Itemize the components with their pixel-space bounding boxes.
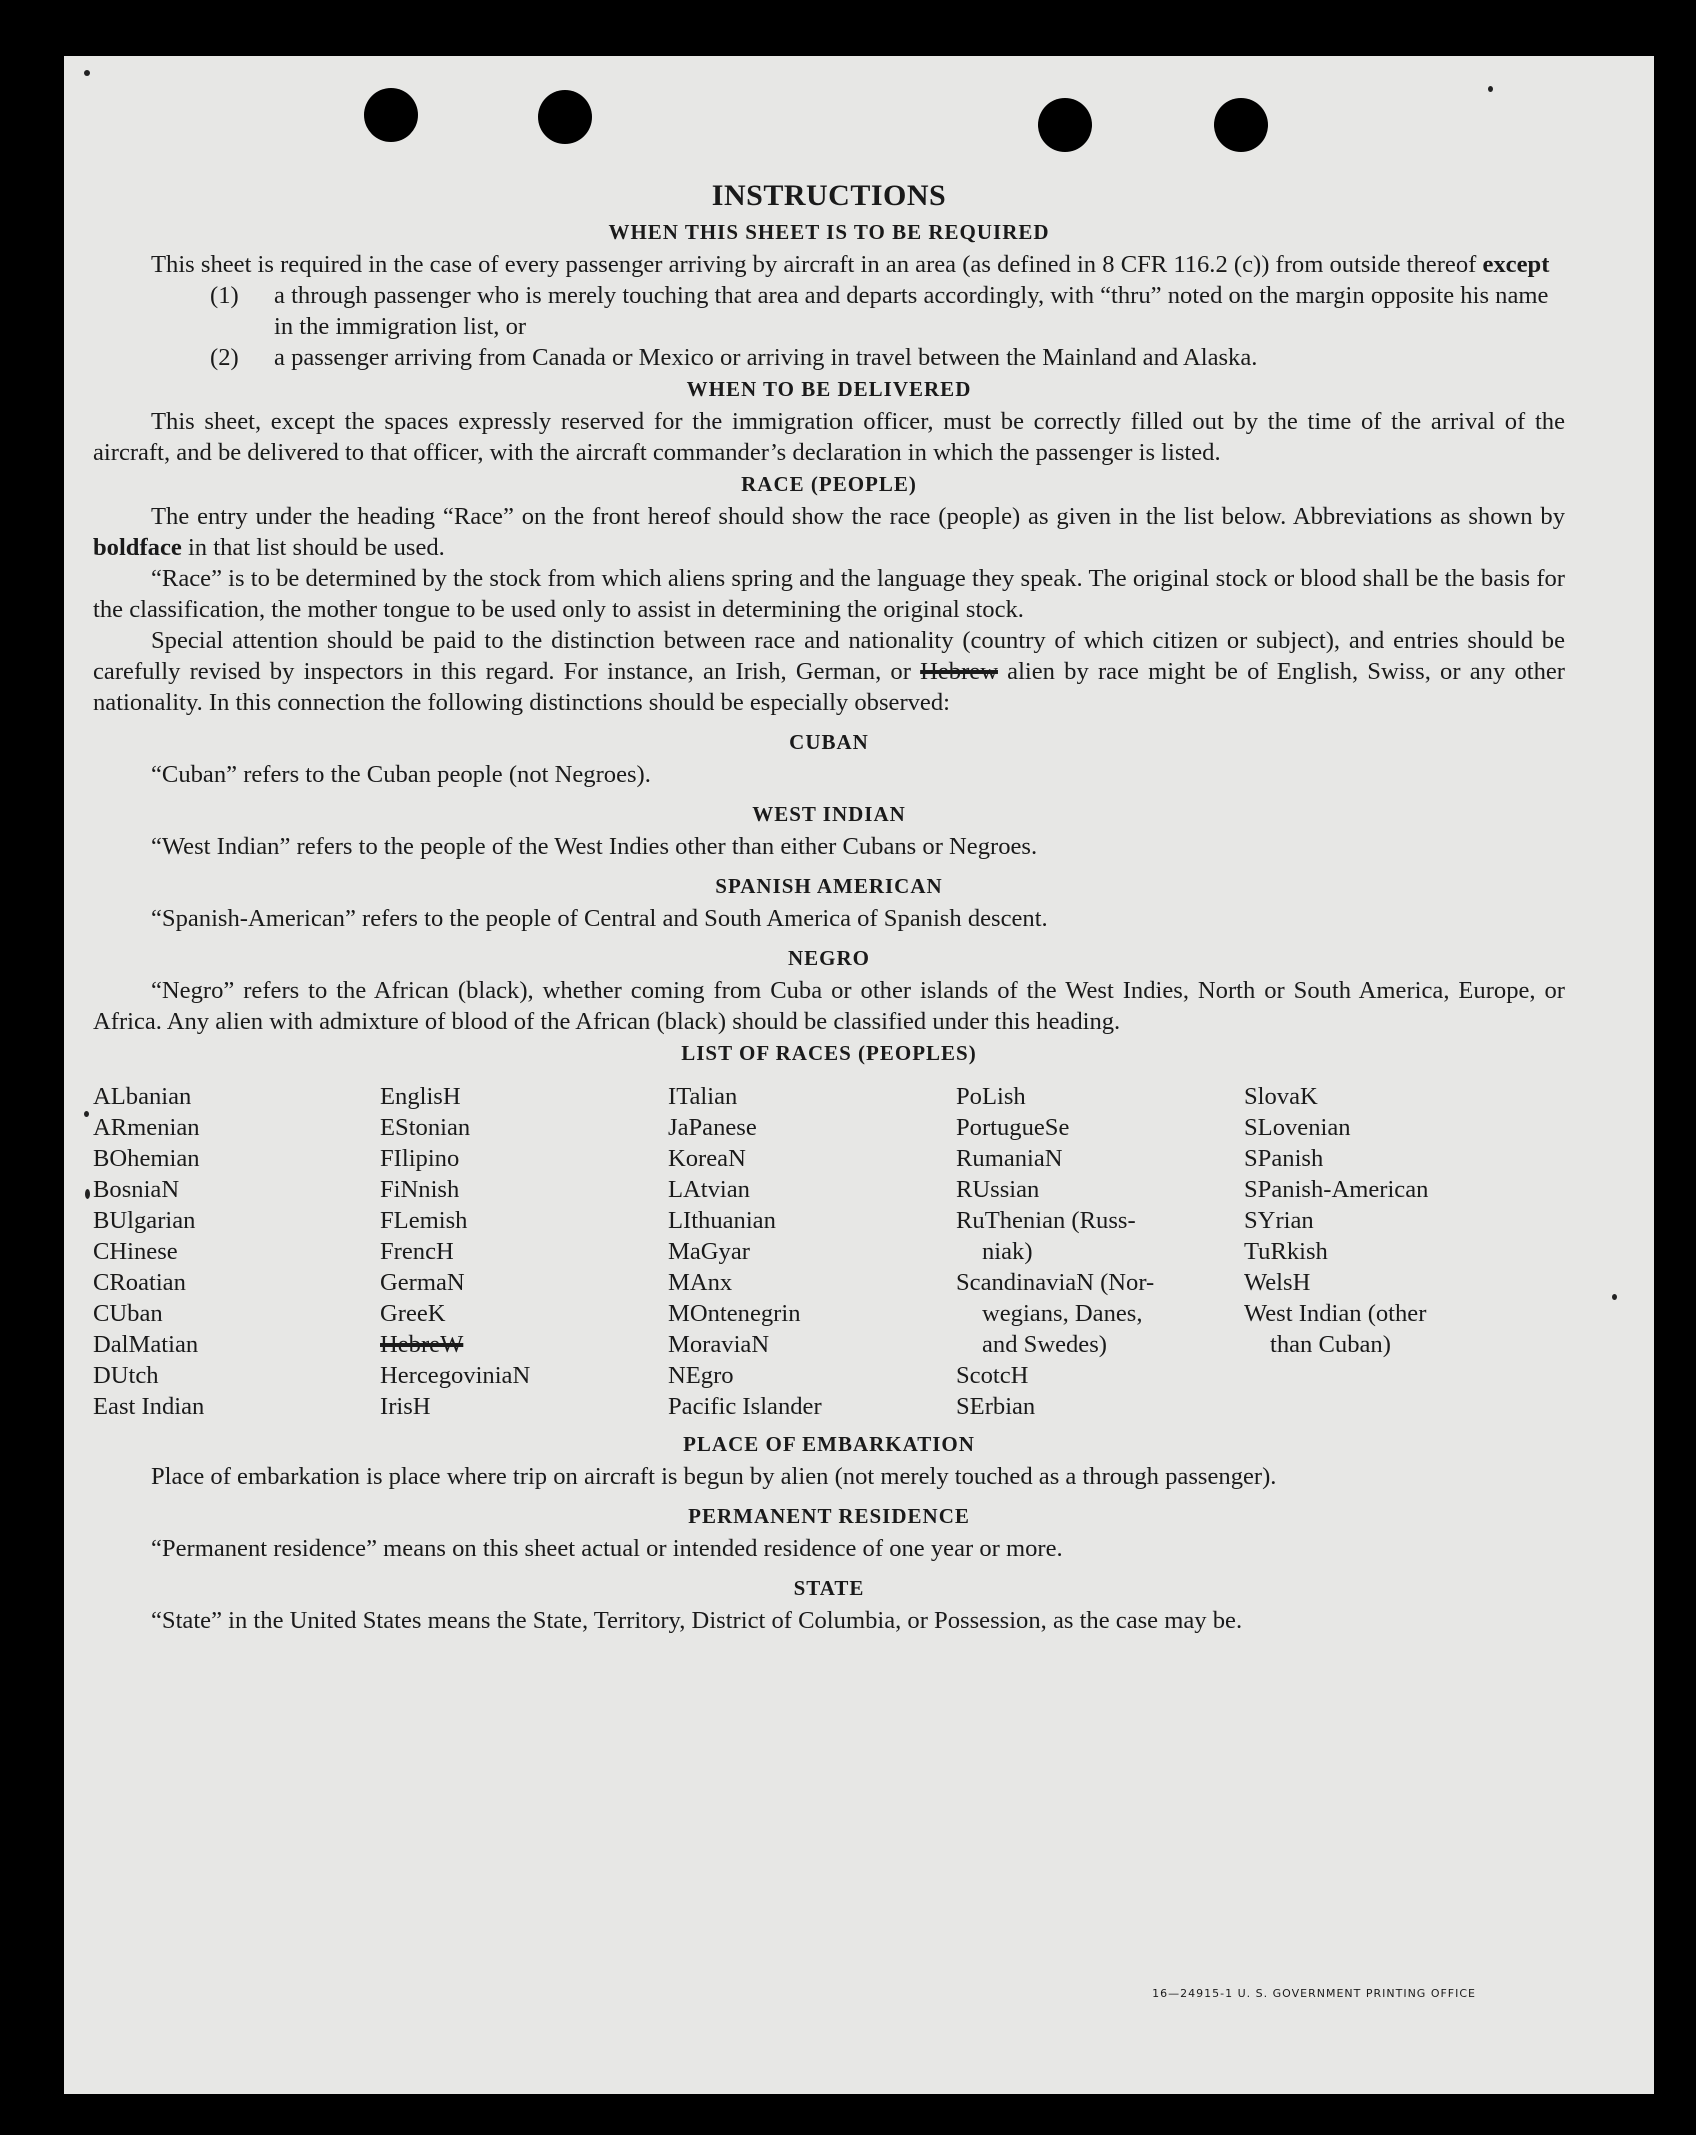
race-entry: SPanish xyxy=(1244,1145,1324,1172)
scan-speck xyxy=(84,70,90,76)
negro-text: “Negro” refers to the African (black), whether coming from Cuba or other islands of the West Indies, North or South America, Europe, or Africa. Any alien with admixture of blood of the African (black) should be classified under this heading. xyxy=(93,977,1565,1035)
west-indian-text: “West Indian” refers to the people of the West Indies other than either Cubans or Negroes. xyxy=(151,833,1038,860)
race-entry: Pacific Islander xyxy=(668,1393,822,1420)
race-entry: MAnx xyxy=(668,1269,733,1296)
document-sheet xyxy=(64,56,1654,2094)
section-heading-required: WHEN THIS SHEET IS TO BE REQUIRED xyxy=(608,220,1050,244)
state-text: “State” in the United States means the State, Territory, District of Columbia, or Possession, as the case may be. xyxy=(151,1607,1243,1634)
race-entry: LIthuanian xyxy=(668,1207,776,1234)
race-list xyxy=(93,1081,1565,1422)
scan-speck xyxy=(84,1111,89,1117)
race-entry: KoreaN xyxy=(668,1145,746,1172)
race-entry: West Indian (other xyxy=(1244,1300,1427,1327)
race-entry: BosniaN xyxy=(93,1176,180,1203)
race-entry: RuThenian (Russ- xyxy=(956,1207,1136,1234)
cuban-text: “Cuban” refers to the Cuban people (not Negroes). xyxy=(151,761,651,788)
section-heading-state: STATE xyxy=(793,1576,865,1600)
race-entry: IrisH xyxy=(380,1393,431,1420)
section-heading-residence: PERMANENT RESIDENCE xyxy=(688,1504,970,1528)
race-entry: WelsH xyxy=(1244,1269,1311,1296)
race-entry: SYrian xyxy=(1244,1207,1314,1234)
race-entry-continued: than Cuban) xyxy=(1270,1331,1391,1358)
race-entry: RumaniaN xyxy=(956,1145,1063,1172)
race-entry: SPanish-American xyxy=(1244,1176,1429,1203)
residence-text: “Permanent residence” means on this sheet actual or intended residence of one year or more. xyxy=(151,1535,1063,1562)
race-entry: TuRkish xyxy=(1244,1238,1328,1265)
section-heading-west-indian: WEST INDIAN xyxy=(752,802,906,826)
race-entry: EnglisH xyxy=(380,1083,461,1110)
race-entry: CUban xyxy=(93,1300,163,1327)
race-paragraph-3: Special attention should be paid to the distinction between race and nationality (country of which citizen or subject), and entries should be carefully revised by inspectors in this regard. For instance, an Irish, German, or Hebrew alien by race might be of English, Swiss, or any other nationality. In this connection the following distinctions should be especially observed: xyxy=(93,627,1565,716)
race-entry: FrencH xyxy=(380,1238,454,1265)
race-entry: ScandinaviaN (Nor- xyxy=(956,1269,1155,1296)
race-entry: PortugueSe xyxy=(956,1114,1070,1141)
race-entry: ARmenian xyxy=(93,1114,200,1141)
race-entry: SLovenian xyxy=(1244,1114,1351,1141)
scan-speck xyxy=(1612,1294,1617,1300)
race-entry: ALbanian xyxy=(93,1083,192,1110)
race-entry: BUlgarian xyxy=(93,1207,196,1234)
section-heading-spanish-american: SPANISH AMERICAN xyxy=(715,874,943,898)
race-entry: MOntenegrin xyxy=(668,1300,801,1327)
race-entry: LAtvian xyxy=(668,1176,750,1203)
section-heading-delivered: WHEN TO BE DELIVERED xyxy=(686,377,972,401)
race-entry-continued: wegians, Danes, xyxy=(982,1300,1143,1327)
race-paragraph-2: “Race” is to be determined by the stock from which aliens spring and the language they speak. The original stock or blood shall be the basis for the classification, the mother tongue to be used only to assist in determining the original stock. xyxy=(93,565,1565,623)
race-entry: FLemish xyxy=(380,1207,468,1234)
race-entry: HercegoviniaN xyxy=(380,1362,531,1389)
race-column-1 xyxy=(93,1081,380,1422)
race-entry: JaPanese xyxy=(668,1114,757,1141)
section-heading-race-list: LIST OF RACES (PEOPLES) xyxy=(681,1041,977,1065)
race-entry: MaGyar xyxy=(668,1238,750,1265)
race-entry: ScotcH xyxy=(956,1362,1029,1389)
section-heading-cuban: CUBAN xyxy=(789,730,869,754)
race-column-2 xyxy=(380,1081,668,1422)
race-entry: RUssian xyxy=(956,1176,1040,1203)
printing-office-code: 16—24915-1 U. S. GOVERNMENT PRINTING OFFICE xyxy=(1152,1987,1476,2000)
race-entry-continued: and Swedes) xyxy=(982,1331,1107,1358)
delivered-text: This sheet, except the spaces expressly reserved for the immigration officer, must be correctly filled out by the time of the arrival of the aircraft, and be delivered to that officer, with the aircraft commander’s declaration in which the passenger is listed. xyxy=(93,408,1565,466)
race-entry: SlovaK xyxy=(1244,1083,1318,1110)
race-entry: NEgro xyxy=(668,1362,734,1389)
race-entry: SErbian xyxy=(956,1393,1036,1420)
section-heading-embarkation: PLACE OF EMBARKATION xyxy=(683,1432,975,1456)
punch-hole xyxy=(1038,98,1092,152)
race-entry: GermaN xyxy=(380,1269,465,1296)
race-entry: East Indian xyxy=(93,1393,205,1420)
scan-speck xyxy=(1488,86,1493,92)
race-paragraph-1: The entry under the heading “Race” on the front hereof should show the race (people) as given in the list below. Abbreviations as shown by boldface in that list should be used. xyxy=(93,503,1565,561)
race-entry: DUtch xyxy=(93,1362,159,1389)
race-entry: GreeK xyxy=(380,1300,446,1327)
punch-hole xyxy=(364,88,418,142)
race-entry: EStonian xyxy=(380,1114,471,1141)
section-heading-race: RACE (PEOPLE) xyxy=(741,472,917,496)
race-entry: FIlipino xyxy=(380,1145,460,1172)
race-entry: CHinese xyxy=(93,1238,178,1265)
race-entry: BOhemian xyxy=(93,1145,200,1172)
race-entry: PoLish xyxy=(956,1083,1026,1110)
required-intro: This sheet is required in the case of every passenger arriving by aircraft in an area (as defined in 8 CFR 116.2 (c)) from outside thereof except xyxy=(151,251,1550,278)
instructions-content xyxy=(93,176,1565,1636)
section-heading-negro: NEGRO xyxy=(787,946,870,970)
required-item-1: (1) a through passenger who is merely touching that area and departs accordingly, with “thru” noted on the margin opposite his name in the immigration list, or xyxy=(210,282,1549,340)
embarkation-text: Place of embarkation is place where trip on aircraft is begun by alien (not merely touched as a through passenger). xyxy=(151,1463,1277,1490)
race-column-4 xyxy=(956,1081,1244,1422)
race-entry-continued: niak) xyxy=(982,1238,1033,1265)
required-item-2: (2) a passenger arriving from Canada or Mexico or arriving in travel between the Mainland and Alaska. xyxy=(210,344,1258,371)
scan-speck xyxy=(85,1189,90,1199)
race-entry: ITalian xyxy=(668,1083,738,1110)
punch-hole xyxy=(1214,98,1268,152)
race-entry: CRoatian xyxy=(93,1269,186,1296)
race-entry: DalMatian xyxy=(93,1331,199,1358)
race-entry: MoraviaN xyxy=(668,1331,770,1358)
spanish-american-text: “Spanish-American” refers to the people of Central and South America of Spanish descent. xyxy=(151,905,1048,932)
race-column-5 xyxy=(1244,1081,1564,1422)
punch-hole xyxy=(538,90,592,144)
race-entry-struck: HebreW xyxy=(380,1331,464,1358)
race-column-3 xyxy=(668,1081,956,1422)
page-title: INSTRUCTIONS xyxy=(711,179,947,212)
race-entry: FiNnish xyxy=(380,1176,460,1203)
